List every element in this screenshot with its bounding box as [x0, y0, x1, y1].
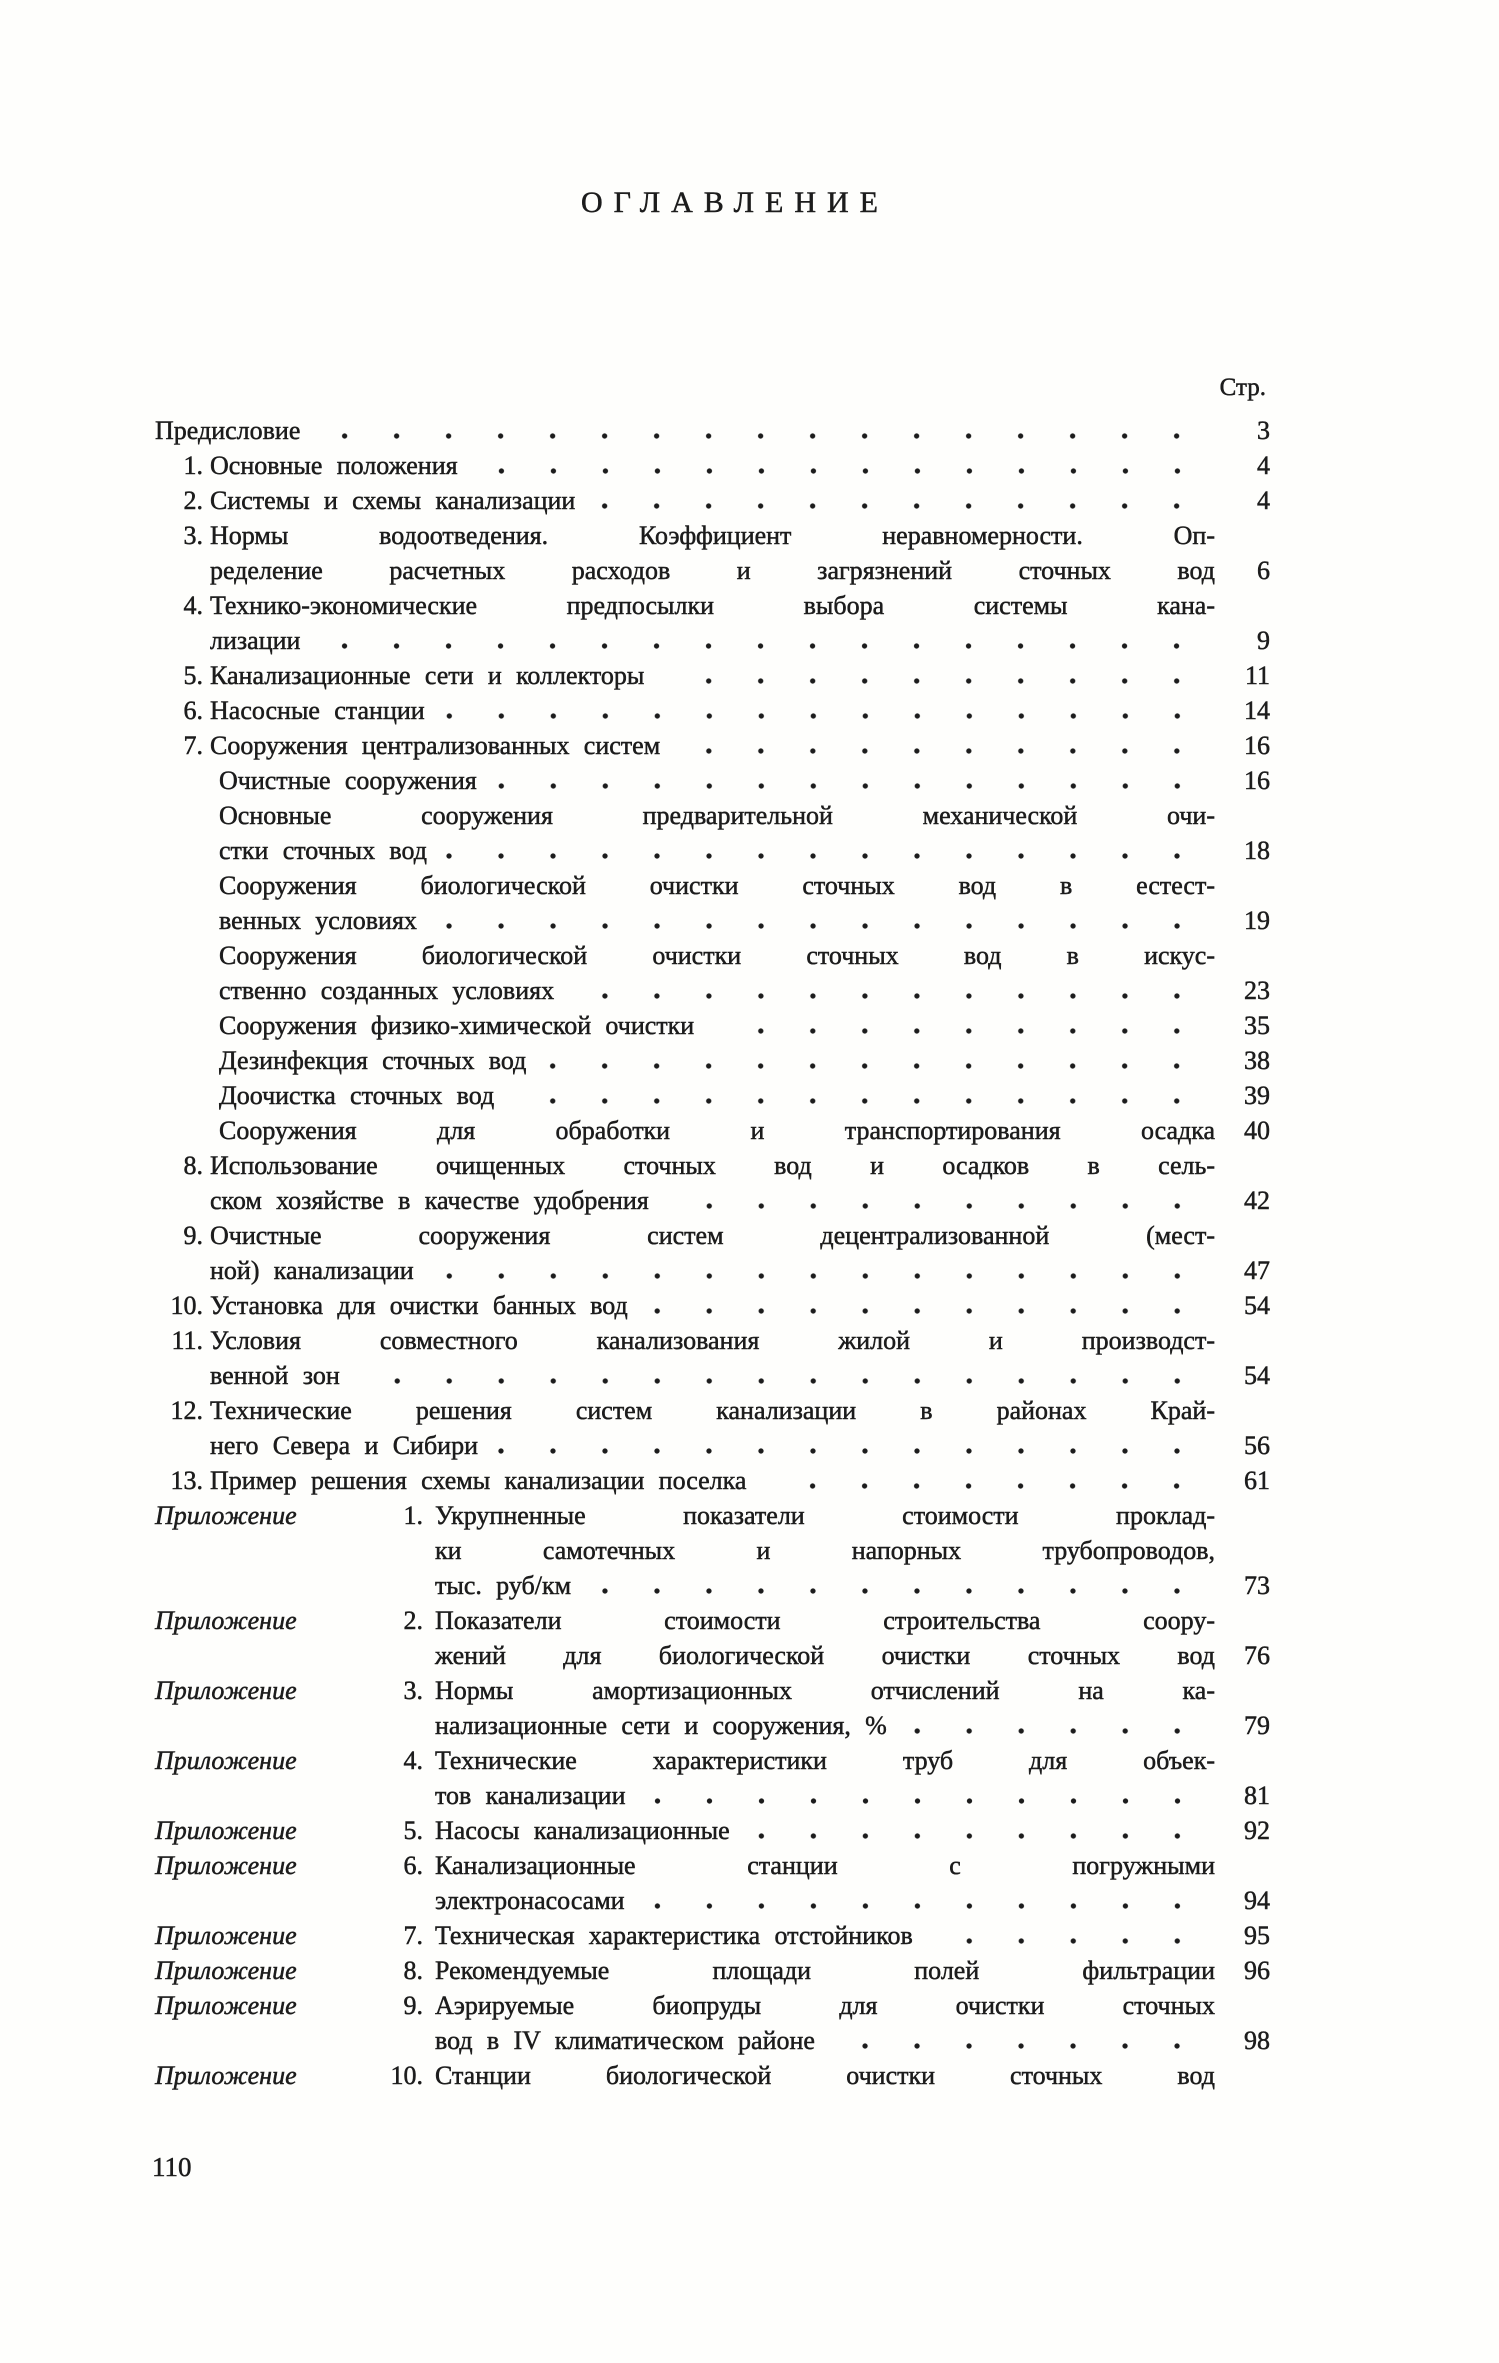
- entry-line: Укрупненные показатели стоимости проклад-: [435, 1501, 1215, 1530]
- entry-text: Системы и схемы канализации: [210, 486, 576, 515]
- entry-line: [210, 1428, 1270, 1463]
- toc-entry: [155, 588, 1270, 658]
- entry-line: [219, 1008, 1270, 1043]
- dot-leader: [712, 1008, 1207, 1043]
- page-number: 94: [1244, 1886, 1270, 1915]
- entry-line: Канализационные станции с погружными: [435, 1851, 1215, 1880]
- entry-line: [210, 483, 1270, 518]
- entry-text: Установка для очистки банных вод: [210, 1291, 628, 1320]
- entry-number: 7.: [403, 1921, 423, 1950]
- entry-line: [435, 1568, 1270, 1603]
- entry-text: Доочистка сточных вод: [219, 1081, 495, 1110]
- entry-text: Рекомендуемые площади полей фильтрации: [435, 1956, 1215, 1985]
- entry-number: 7.: [183, 731, 203, 760]
- entry-text: венной зон: [210, 1361, 340, 1390]
- toc-entry: [155, 518, 1270, 588]
- page-number: 73: [1244, 1571, 1270, 1600]
- appendix-label: Приложение: [155, 1746, 297, 1775]
- page-number: 56: [1244, 1431, 1270, 1460]
- page-number: 96: [1244, 1956, 1270, 1985]
- entry-line: [435, 2058, 1270, 2093]
- dot-leader: [646, 1288, 1207, 1323]
- entry-line: Технические характеристики труб для объек-: [435, 1746, 1215, 1775]
- entry-text: стки сточных вод: [219, 836, 427, 865]
- entry-line: [219, 973, 1270, 1008]
- page-number: 47: [1244, 1256, 1270, 1285]
- dot-leader: [358, 1358, 1207, 1393]
- page-number: 92: [1244, 1816, 1270, 1845]
- entry-text: нализационные сети и сооружения, %: [435, 1711, 887, 1740]
- entry-line: [435, 1638, 1270, 1673]
- page-number: 4: [1257, 451, 1270, 480]
- page-number: 38: [1244, 1046, 1270, 1075]
- entry-line: Технические решения систем канализации в районах Край-: [210, 1396, 1215, 1425]
- toc-entry: [155, 1393, 1270, 1463]
- page-number: 3: [1257, 416, 1270, 445]
- dot-leader: [318, 413, 1207, 448]
- page-title: ОГЛАВЛЕНИЕ: [581, 186, 889, 219]
- entry-line: [210, 1253, 1270, 1288]
- entry-text: Пример решения схемы канализации поселка: [210, 1466, 747, 1495]
- page-number: 9: [1257, 626, 1270, 655]
- entry-text: тыс. руб/км: [435, 1571, 572, 1600]
- entry-line: [435, 1918, 1270, 1953]
- toc-entry: [155, 1813, 1270, 1848]
- dot-leader: [748, 1813, 1207, 1848]
- entry-line: [435, 1778, 1270, 1813]
- entry-line: [435, 1953, 1270, 1988]
- dot-leader: [445, 833, 1207, 868]
- entry-number: 3.: [403, 1676, 423, 1705]
- page-number: 14: [1244, 696, 1270, 725]
- entry-number: 8.: [183, 1151, 203, 1180]
- entry-number: 6.: [403, 1851, 423, 1880]
- toc-entry: [155, 483, 1270, 518]
- entry-number: 9.: [183, 1221, 203, 1250]
- toc-entry: [155, 2058, 1270, 2093]
- entry-line: [219, 833, 1270, 868]
- dot-leader: [678, 728, 1207, 763]
- entry-number: 10.: [390, 2061, 423, 2090]
- entry-line: [210, 1358, 1270, 1393]
- entry-text: Техническая характеристика отстойников: [435, 1921, 913, 1950]
- entry-line: Нормы амортизационных отчислений на ка-: [435, 1676, 1215, 1705]
- page-number: 16: [1244, 766, 1270, 795]
- entry-text: Очистные сооружения: [219, 766, 477, 795]
- entry-line: [155, 413, 1270, 448]
- entry-line: Основные сооружения предварительной механической очи-: [219, 801, 1215, 830]
- page-column-header: Стр.: [1219, 374, 1266, 401]
- entry-text: жений для биологической очистки сточных вод: [435, 1641, 1215, 1670]
- page-number: 11: [1244, 661, 1270, 690]
- entry-line: Аэрируемые биопруды для очистки сточных: [435, 1991, 1215, 2020]
- toc-entry: [155, 938, 1270, 1008]
- dot-leader: [593, 483, 1207, 518]
- toc-entry: [155, 1988, 1270, 2058]
- appendix-label: Приложение: [155, 2061, 297, 2090]
- entry-text: Насосные станции: [210, 696, 425, 725]
- entry-text: лизации: [210, 626, 301, 655]
- entry-line: [210, 1288, 1270, 1323]
- page-number: 61: [1244, 1466, 1270, 1495]
- entry-line: Технико-экономические предпосылки выбора системы кана-: [210, 591, 1215, 620]
- dot-leader: [512, 1078, 1207, 1113]
- dot-leader: [667, 1183, 1207, 1218]
- appendix-label: Приложение: [155, 1921, 297, 1950]
- page-number: 54: [1244, 1291, 1270, 1320]
- page-number: 16: [1244, 731, 1270, 760]
- page-number: 40: [1244, 1116, 1270, 1145]
- entry-text: ределение расчетных расходов и загрязнений сточных вод: [210, 556, 1215, 585]
- entry-text: ной) канализации: [210, 1256, 414, 1285]
- entry-number: 12.: [170, 1396, 203, 1425]
- entry-number: 9.: [403, 1991, 423, 2020]
- entry-line: Условия совместного канализования жилой и производст-: [210, 1326, 1215, 1355]
- entry-text: Сооружения централизованных систем: [210, 731, 661, 760]
- entry-line: [210, 728, 1270, 763]
- entry-text: вод в IV климатическом районе: [435, 2026, 815, 2055]
- dot-leader: [572, 973, 1207, 1008]
- entry-line: [435, 1708, 1270, 1743]
- entry-text: Насосы канализационные: [435, 1816, 730, 1845]
- toc-entry: [155, 868, 1270, 938]
- toc-list: [155, 413, 1270, 2093]
- entry-text: ском хозяйстве в качестве удобрения: [210, 1186, 649, 1215]
- toc-entry: [155, 1288, 1270, 1323]
- entry-line: [219, 763, 1270, 798]
- entry-line: [435, 2023, 1270, 2058]
- entry-line: [219, 1043, 1270, 1078]
- entry-number: 11.: [171, 1326, 203, 1355]
- page-number: 81: [1244, 1781, 1270, 1810]
- entry-text: Сооружения физико-химической очистки: [219, 1011, 695, 1040]
- entry-number: 1.: [183, 451, 203, 480]
- entry-text: Предисловие: [155, 416, 301, 445]
- toc-entry: [155, 658, 1270, 693]
- toc-entry: [155, 1043, 1270, 1078]
- dot-leader: [443, 693, 1207, 728]
- entry-number: 6.: [183, 696, 203, 725]
- toc-entry: [155, 1918, 1270, 1953]
- appendix-label: Приложение: [155, 1816, 297, 1845]
- dot-leader: [643, 1883, 1207, 1918]
- appendix-label: Приложение: [155, 1501, 297, 1530]
- entry-number: 13.: [170, 1466, 203, 1495]
- appendix-label: Приложение: [155, 1991, 297, 2020]
- entry-line: Сооружения биологической очистки сточных вод в искус-: [219, 941, 1215, 970]
- page-number: 19: [1244, 906, 1270, 935]
- entry-text: Станции биологической очистки сточных вод: [435, 2061, 1215, 2090]
- entry-line: [210, 658, 1270, 693]
- toc-entry: [155, 728, 1270, 763]
- entry-line: [219, 1113, 1270, 1148]
- page-number: 98: [1244, 2026, 1270, 2055]
- dot-leader: [544, 1043, 1207, 1078]
- entry-number: 4.: [183, 591, 203, 620]
- dot-leader: [662, 658, 1207, 693]
- entry-text: него Севера и Сибири: [210, 1431, 479, 1460]
- folio-number: 110: [152, 2152, 192, 2182]
- table-of-contents: [155, 370, 1270, 2093]
- page-number: 18: [1244, 836, 1270, 865]
- entry-text: венных условиях: [219, 906, 417, 935]
- toc-entry: [155, 1323, 1270, 1393]
- entry-line: [210, 1463, 1270, 1498]
- entry-line: [210, 1183, 1270, 1218]
- entry-line: ки самотечных и напорных трубопроводов,: [435, 1536, 1215, 1565]
- entry-number: 8.: [403, 1956, 423, 1985]
- dot-leader: [833, 2023, 1207, 2058]
- toc-entry: [155, 448, 1270, 483]
- toc-entry: [155, 1673, 1270, 1743]
- entry-line: Нормы водоотведения. Коэффициент неравномерности. Оп-: [210, 521, 1215, 550]
- entry-number: 1.: [403, 1501, 423, 1530]
- page-number: 4: [1257, 486, 1270, 515]
- entry-line: Использование очищенных сточных вод и осадков в сель-: [210, 1151, 1215, 1180]
- toc-entry: [155, 1498, 1270, 1603]
- toc-entry: [155, 798, 1270, 868]
- entry-number: 4.: [403, 1746, 423, 1775]
- entry-text: Сооружения для обработки и транспортирования осадка: [219, 1116, 1215, 1145]
- dot-leader: [764, 1463, 1207, 1498]
- page-number: 54: [1244, 1361, 1270, 1390]
- toc-entry: [155, 1113, 1270, 1148]
- toc-entry: [155, 413, 1270, 448]
- appendix-label: Приложение: [155, 1851, 297, 1880]
- entry-number: 2.: [403, 1606, 423, 1635]
- entry-line: Очистные сооружения систем децентрализованной (мест-: [210, 1221, 1215, 1250]
- dot-leader: [432, 1253, 1207, 1288]
- entry-line: [219, 1078, 1270, 1113]
- page-number: 42: [1244, 1186, 1270, 1215]
- dot-leader: [905, 1708, 1207, 1743]
- dot-leader: [589, 1568, 1207, 1603]
- page-number: 76: [1244, 1641, 1270, 1670]
- dot-leader: [496, 1428, 1207, 1463]
- entry-text: тов канализации: [435, 1781, 626, 1810]
- page-number: 35: [1244, 1011, 1270, 1040]
- entry-number: 5.: [183, 661, 203, 690]
- appendix-label: Приложение: [155, 1606, 297, 1635]
- page-number: 6: [1257, 556, 1270, 585]
- entry-line: [210, 693, 1270, 728]
- toc-entry: [155, 1603, 1270, 1673]
- page-number: 39: [1244, 1081, 1270, 1110]
- entry-line: [210, 553, 1270, 588]
- toc-entry: [155, 1743, 1270, 1813]
- dot-leader: [435, 903, 1207, 938]
- entry-line: [435, 1813, 1270, 1848]
- toc-entry: [155, 1078, 1270, 1113]
- appendix-label: Приложение: [155, 1676, 297, 1705]
- appendix-label: Приложение: [155, 1956, 297, 1985]
- toc-entry: [155, 693, 1270, 728]
- toc-entry: [155, 1463, 1270, 1498]
- entry-text: Дезинфекция сточных вод: [219, 1046, 527, 1075]
- entry-number: 10.: [170, 1291, 203, 1320]
- entry-line: [210, 623, 1270, 658]
- entry-number: 2.: [183, 486, 203, 515]
- entry-number: 3.: [183, 521, 203, 550]
- entry-line: [210, 448, 1270, 483]
- dot-leader: [495, 763, 1207, 798]
- page-number: 79: [1244, 1711, 1270, 1740]
- toc-entry: [155, 1008, 1270, 1043]
- toc-entry: [155, 1848, 1270, 1918]
- entry-text: Основные положения: [210, 451, 458, 480]
- entry-line: Сооружения биологической очистки сточных вод в естест-: [219, 871, 1215, 900]
- dot-leader: [318, 623, 1207, 658]
- entry-text: ственно созданных условиях: [219, 976, 555, 1005]
- toc-entry: [155, 1953, 1270, 1988]
- entry-line: [219, 903, 1270, 938]
- toc-entry: [155, 1148, 1270, 1218]
- toc-entry: [155, 763, 1270, 798]
- page-number: 95: [1244, 1921, 1270, 1950]
- page-number: 23: [1244, 976, 1270, 1005]
- entry-number: 5.: [403, 1816, 423, 1845]
- entry-text: Канализационные сети и коллекторы: [210, 661, 645, 690]
- entry-line: [435, 1883, 1270, 1918]
- entry-text: электронасосами: [435, 1886, 625, 1915]
- entry-line: Показатели стоимости строительства соору-: [435, 1606, 1215, 1635]
- dot-leader: [644, 1778, 1208, 1813]
- toc-entry: [155, 1218, 1270, 1288]
- dot-leader: [476, 448, 1207, 483]
- dot-leader: [931, 1918, 1207, 1953]
